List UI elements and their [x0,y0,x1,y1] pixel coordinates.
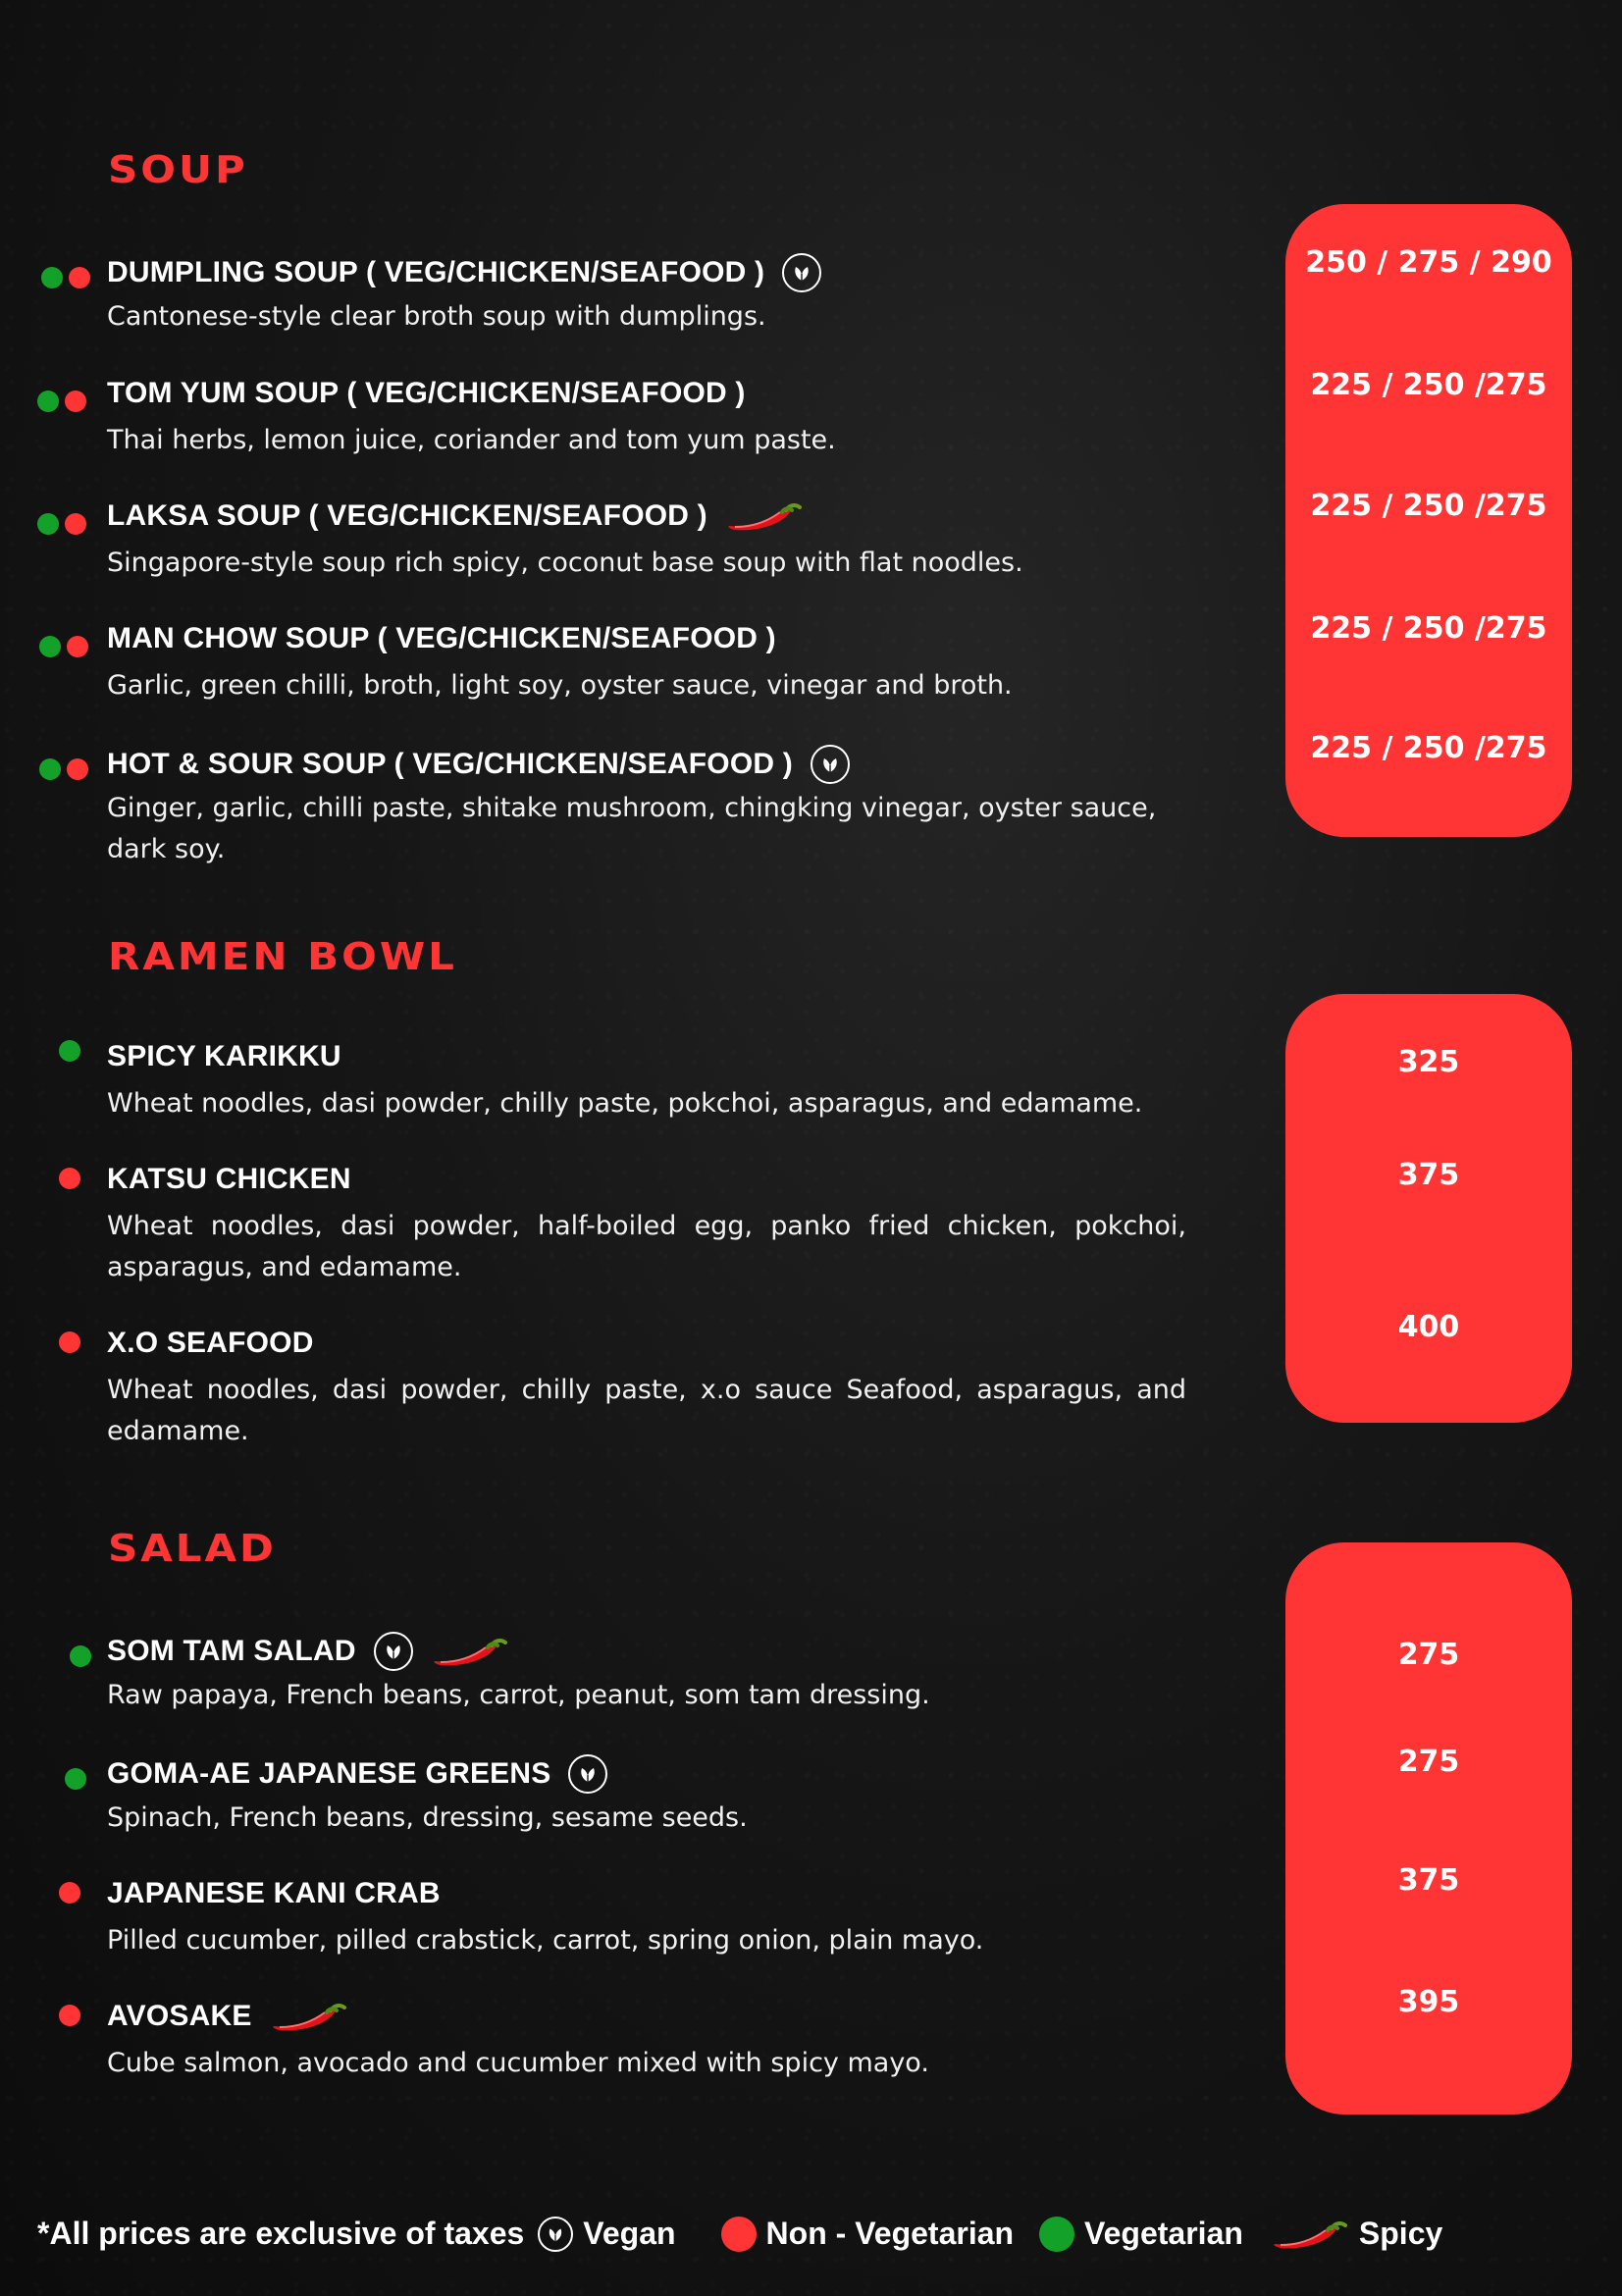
price-label: 250 / 275 / 290 [1305,245,1552,280]
legend-veg-label: Vegetarian [1084,2216,1243,2251]
item-name-line [107,745,850,784]
item-name: AVOSAKE [107,2000,252,2032]
veg-dot-icon [70,1645,91,1667]
item-name: SOM TAM SALAD [107,1635,356,1667]
non-veg-dot-icon [65,391,86,412]
diet-indicator [70,1645,91,1671]
diet-indicator [59,1168,80,1193]
non-veg-dot-icon [59,1882,80,1904]
item-description: Raw papaya, French beans, carrot, peanut, som tam dressing. [107,1680,930,1710]
section-title-soup: SOUP [108,147,248,192]
item-name-line [107,2000,348,2033]
diet-indicator [59,1040,80,1066]
item-description: Cube salmon, avocado and cucumber mixed with spicy mayo. [107,2048,929,2078]
spicy-chili-icon [431,1636,509,1667]
non-veg-dot-icon [65,513,86,535]
legend-veg [1039,2216,1243,2252]
diet-indicator [65,1768,86,1794]
price-label: 225 / 250 /275 [1310,368,1547,402]
item-name-line [107,1327,314,1360]
item-description: Spinach, French beans, dressing, sesame seeds. [107,1802,748,1833]
vegan-leaf-icon [538,2217,573,2252]
item-description: Wheat noodles, dasi powder, half-boiled egg, panko fried chicken, pokchoi, asparagus, and edamame. [107,1211,1186,1282]
non-veg-dot-icon [59,1331,80,1353]
diet-indicator [37,513,86,539]
legend-vegan-label: Vegan [583,2216,676,2251]
non-veg-dot-icon [59,1168,80,1189]
price-label: 275 [1397,1745,1460,1779]
item-name: MAN CHOW SOUP ( VEG/CHICKEN/SEAFOOD ) [107,622,776,654]
veg-dot-icon [1039,2217,1074,2252]
non-veg-dot-icon [69,267,90,288]
price-label: 275 [1397,1638,1460,1672]
item-name-line [107,499,804,533]
non-veg-dot-icon [67,758,88,780]
veg-dot-icon [37,391,59,412]
price-panel-ramen-bowl [1285,994,1572,1423]
price-label: 225 / 250 /275 [1310,489,1547,523]
item-description: Ginger, garlic, chilli paste, shitake mushroom, chingking vinegar, oyster sauce, dark soy. [107,793,1157,864]
item-description: Garlic, green chilli, broth, light soy, oyster sauce, vinegar and broth. [107,670,1013,701]
section-title-salad: SALAD [108,1526,277,1571]
item-name: X.O SEAFOOD [107,1327,314,1359]
item-description: Wheat noodles, dasi powder, chilly paste, x.o sauce Seafood, asparagus, and edamame. [107,1375,1186,1446]
non-veg-dot-icon [67,636,88,657]
veg-dot-icon [39,636,61,657]
item-description: Singapore-style soup rich spicy, coconut base soup with flat noodles. [107,548,1023,578]
spicy-chili-icon [1271,2218,1349,2250]
legend-non-veg-label: Non - Vegetarian [765,2216,1015,2251]
vegan-leaf-icon [811,745,850,784]
item-description: Cantonese-style clear broth soup with dumplings. [107,301,766,332]
diet-indicator [39,636,88,661]
non-veg-dot-icon [59,2005,80,2026]
veg-dot-icon [39,758,61,780]
item-name-line [107,1163,351,1196]
vegan-leaf-icon [782,253,821,292]
legend-non-veg [721,2216,1015,2252]
item-name: DUMPLING SOUP ( VEG/CHICKEN/SEAFOOD ) [107,256,765,288]
price-label: 400 [1397,1310,1460,1344]
item-name: HOT & SOUR SOUP ( VEG/CHICKEN/SEAFOOD ) [107,748,793,780]
item-name-line [107,377,746,410]
diet-indicator [37,391,86,416]
veg-dot-icon [41,267,63,288]
diet-indicator [41,267,90,292]
legend-spicy [1271,2216,1442,2252]
vegan-leaf-icon [374,1632,413,1671]
vegan-leaf-icon [568,1754,607,1794]
item-name: GOMA-AE JAPANESE GREENS [107,1757,551,1790]
price-label: 325 [1397,1045,1460,1079]
item-name-line [107,1632,509,1671]
diet-indicator [39,758,88,784]
price-panel-salad [1285,1542,1572,2114]
item-name-line [107,1877,441,1910]
price-panel-soup [1285,204,1572,837]
legend-spicy-label: Spicy [1358,2216,1443,2251]
item-name: JAPANESE KANI CRAB [107,1877,441,1909]
legend-vegan [538,2216,675,2252]
veg-dot-icon [37,513,59,535]
veg-dot-icon [65,1768,86,1790]
item-name: KATSU CHICKEN [107,1163,351,1195]
tax-note: *All prices are exclusive of taxes [37,2216,525,2251]
item-name-line [107,1754,607,1794]
price-label: 375 [1397,1863,1460,1898]
price-label: 225 / 250 /275 [1310,611,1547,646]
price-label: 395 [1397,1985,1460,2019]
item-description: Pilled cucumber, pilled crabstick, carrot, spring onion, plain mayo. [107,1925,984,1956]
veg-dot-icon [59,1040,80,1062]
diet-indicator [59,1331,80,1357]
footer-legend [37,2216,1442,2252]
item-name-line [107,253,821,292]
item-name-line [107,622,776,655]
diet-indicator [59,1882,80,1907]
price-label: 225 / 250 /275 [1310,731,1547,765]
item-name: SPICY KARIKKU [107,1040,341,1072]
price-label: 375 [1397,1158,1460,1192]
item-name-line [107,1040,341,1073]
section-title-ramen-bowl: RAMEN BOWL [108,934,457,979]
item-name: LAKSA SOUP ( VEG/CHICKEN/SEAFOOD ) [107,499,707,532]
item-description: Wheat noodles, dasi powder, chilly paste, pokchoi, asparagus, and edamame. [107,1088,1143,1119]
item-description: Thai herbs, lemon juice, coriander and tom yum paste. [107,425,836,455]
diet-indicator [59,2005,80,2030]
spicy-chili-icon [270,2001,348,2032]
item-name: TOM YUM SOUP ( VEG/CHICKEN/SEAFOOD ) [107,377,746,409]
non-veg-dot-icon [721,2217,757,2252]
spicy-chili-icon [725,500,804,532]
